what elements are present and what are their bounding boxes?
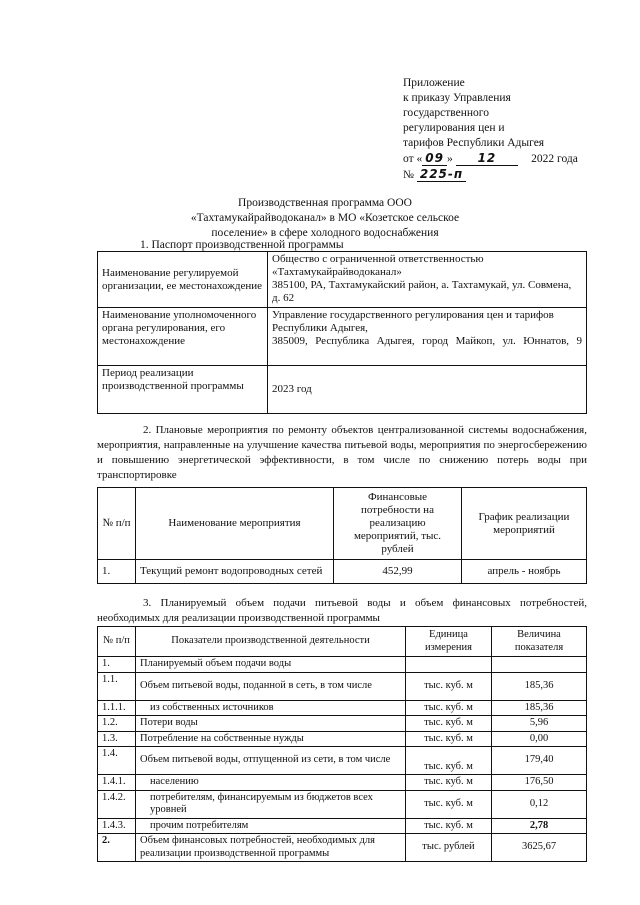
- document-title: Производственная программа ООО «Тахтамукайрайводоканал» в МО «Козетское сельское поселение» в сфере холодного водоснабжения: [190, 197, 460, 239]
- date-year: 2022 года: [531, 153, 578, 165]
- section2-text: 2. Плановые мероприятия по ремонту объектов централизованной системы водоснабжения, мероприятия, направленные на улучшение качества питьевой воды, мероприятия по энергосбережению и повышению энергетической эффективности, в том числе по снижению потерь воды при транспортировке: [97, 424, 587, 481]
- passport-table: [97, 251, 587, 414]
- header-cell: Показатели производственной деятельности: [136, 627, 406, 657]
- indicators-table: [97, 626, 587, 862]
- appendix-line: тарифов Республики Адыгея: [403, 137, 545, 149]
- table-row: [98, 308, 587, 366]
- header-cell: Наименование мероприятия: [136, 488, 334, 560]
- passport-value: Общество с ограниченной ответственностью «Тахтамукайрайводоканал» 385100, РА, Тахтамукайский район, а. Тахтамукай, ул. Совмена, д. 62: [268, 252, 587, 308]
- date-month: 12: [456, 151, 519, 166]
- appendix-line: государственного: [403, 107, 489, 119]
- measures-table: [97, 487, 587, 584]
- table-row: 1.3. Потребление на собственные нужды тыс. куб. м 0,00: [98, 731, 587, 747]
- header-cell: № п/п: [98, 627, 136, 657]
- header-cell: Величина показателя: [492, 627, 587, 657]
- appendix-line: к приказу Управления: [403, 92, 511, 104]
- order-number: 225-п: [417, 167, 466, 182]
- table-row: 1.4.1. населению тыс. куб. м 176,50: [98, 775, 587, 791]
- appendix-date: от « 09 » 12 2022 года: [403, 151, 578, 165]
- table-row: 1.2. Потери воды тыс. куб. м 5,96: [98, 716, 587, 732]
- passport-value: Управление государственного регулирования цен и тарифов Республики Адыгея, 385009, Республика Адыгея, город Майкоп, ул. Юннатов, 9: [268, 308, 587, 366]
- cell-num: 1.: [98, 560, 136, 584]
- table-row: 1.1.1. из собственных источников тыс. куб. м 185,36: [98, 700, 587, 716]
- table-row: [98, 560, 587, 584]
- table-row: 1. Планируемый объем подачи воды: [98, 657, 587, 673]
- section3-text: 3. Планируемый объем подачи питьевой воды и объем финансовых потребностей, необходимых для реализации производственной программы: [97, 597, 587, 624]
- cell-finance: 452,99: [334, 560, 462, 584]
- cell-name: Текущий ремонт водопроводных сетей: [136, 560, 334, 584]
- table-row: [98, 627, 587, 657]
- appendix-line: регулирования цен и: [403, 122, 505, 134]
- table-row: 2. Объем финансовых потребностей, необходимых для реализации производственной программы тыс. рублей 3625,67: [98, 834, 587, 862]
- header-cell: Единица измерения: [406, 627, 492, 657]
- header-cell: № п/п: [98, 488, 136, 560]
- table-row: [98, 252, 587, 308]
- appendix-block: [403, 76, 603, 183]
- date-day: 09: [422, 151, 447, 166]
- passport-label: Период реализации производственной программы: [98, 366, 268, 414]
- table-row: 1.4.2. потребителям, финансируемым из бюджетов всех уровней тыс. куб. м 0,12: [98, 790, 587, 818]
- passport-label: Наименование регулируемой организации, ее местонахождение: [98, 252, 268, 308]
- appendix-line: Приложение: [403, 77, 465, 89]
- table-row: [98, 366, 587, 414]
- header-cell: График реализации мероприятий: [462, 488, 587, 560]
- table-row: 1.4. Объем питьевой воды, отпущенной из сети, в том числе тыс. куб. м 179,40: [98, 747, 587, 775]
- table-row: 1.1. Объем питьевой воды, поданной в сеть, в том числе тыс. куб. м 185,36: [98, 672, 587, 700]
- header-cell: Финансовые потребности на реализацию мероприятий, тыс. рублей: [334, 488, 462, 560]
- passport-label: Наименование уполномоченного органа регулирования, его местонахождение: [98, 308, 268, 366]
- table-row: [98, 488, 587, 560]
- section1-heading: 1. Паспорт производственной программы: [140, 239, 344, 251]
- table-row: 1.4.3. прочим потребителям тыс. куб. м 2,78: [98, 818, 587, 834]
- passport-value: 2023 год: [268, 366, 587, 414]
- appendix-number: № 225-п: [403, 167, 603, 183]
- cell-schedule: апрель - ноябрь: [462, 560, 587, 584]
